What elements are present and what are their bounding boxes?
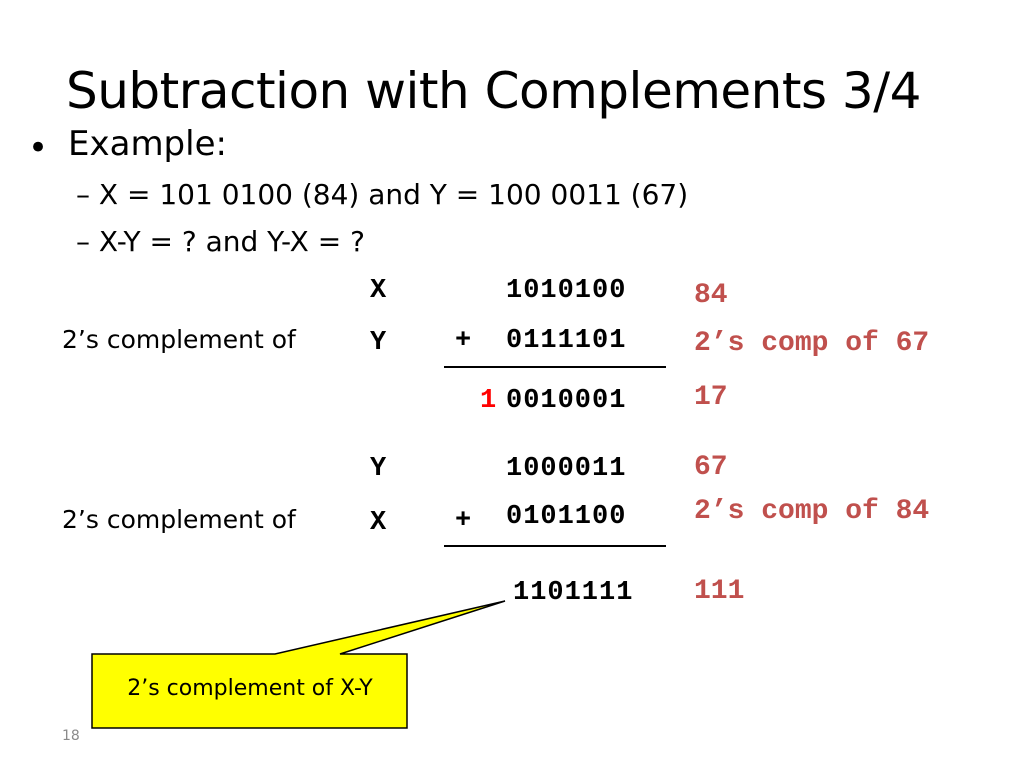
- calc2-value-y: 1000011: [506, 454, 627, 484]
- calc2-value-x-comp: 0101100: [506, 502, 627, 532]
- calc1-value-y-comp: 0111101: [506, 326, 627, 356]
- calc2-label-x: X: [370, 508, 387, 538]
- calc1-result-note: 17: [694, 382, 728, 413]
- calc1-plus-sign: +: [455, 326, 472, 356]
- calc1-label-x: X: [370, 276, 387, 306]
- calc2-note-y: 67: [694, 452, 728, 483]
- calc1-desc: 2’s complement of: [62, 325, 296, 354]
- calc2-desc: 2’s complement of: [62, 505, 296, 534]
- sub-item-question: – X-Y = ? and Y-X = ?: [76, 225, 365, 258]
- callout-text: 2’s complement of X-Y: [127, 676, 373, 701]
- calc2-result-note: 111: [694, 576, 745, 607]
- bullet-example: Example:: [68, 124, 227, 164]
- slide-number: 18: [62, 728, 80, 744]
- calc2-plus-sign: +: [455, 506, 472, 536]
- calc1-note-y-comp: 2’s comp of 67: [694, 328, 930, 359]
- calc1-label-y: Y: [370, 328, 387, 358]
- slide-title: Subtraction with Complements 3/4: [66, 62, 921, 120]
- bullet-symbol: •: [28, 128, 49, 168]
- calc1-result: 0010001: [506, 386, 627, 416]
- calc2-note-x-comp: 2’s comp of 84: [694, 496, 930, 527]
- sub-item-definition: – X = 101 0100 (84) and Y = 100 0011 (67): [76, 178, 689, 211]
- calc1-value-x: 1010100: [506, 276, 627, 306]
- calc2-result: 1101111: [513, 578, 634, 608]
- calc1-note-x: 84: [694, 280, 728, 311]
- calc2-label-y: Y: [370, 454, 387, 484]
- calc1-carry: 1: [480, 386, 497, 416]
